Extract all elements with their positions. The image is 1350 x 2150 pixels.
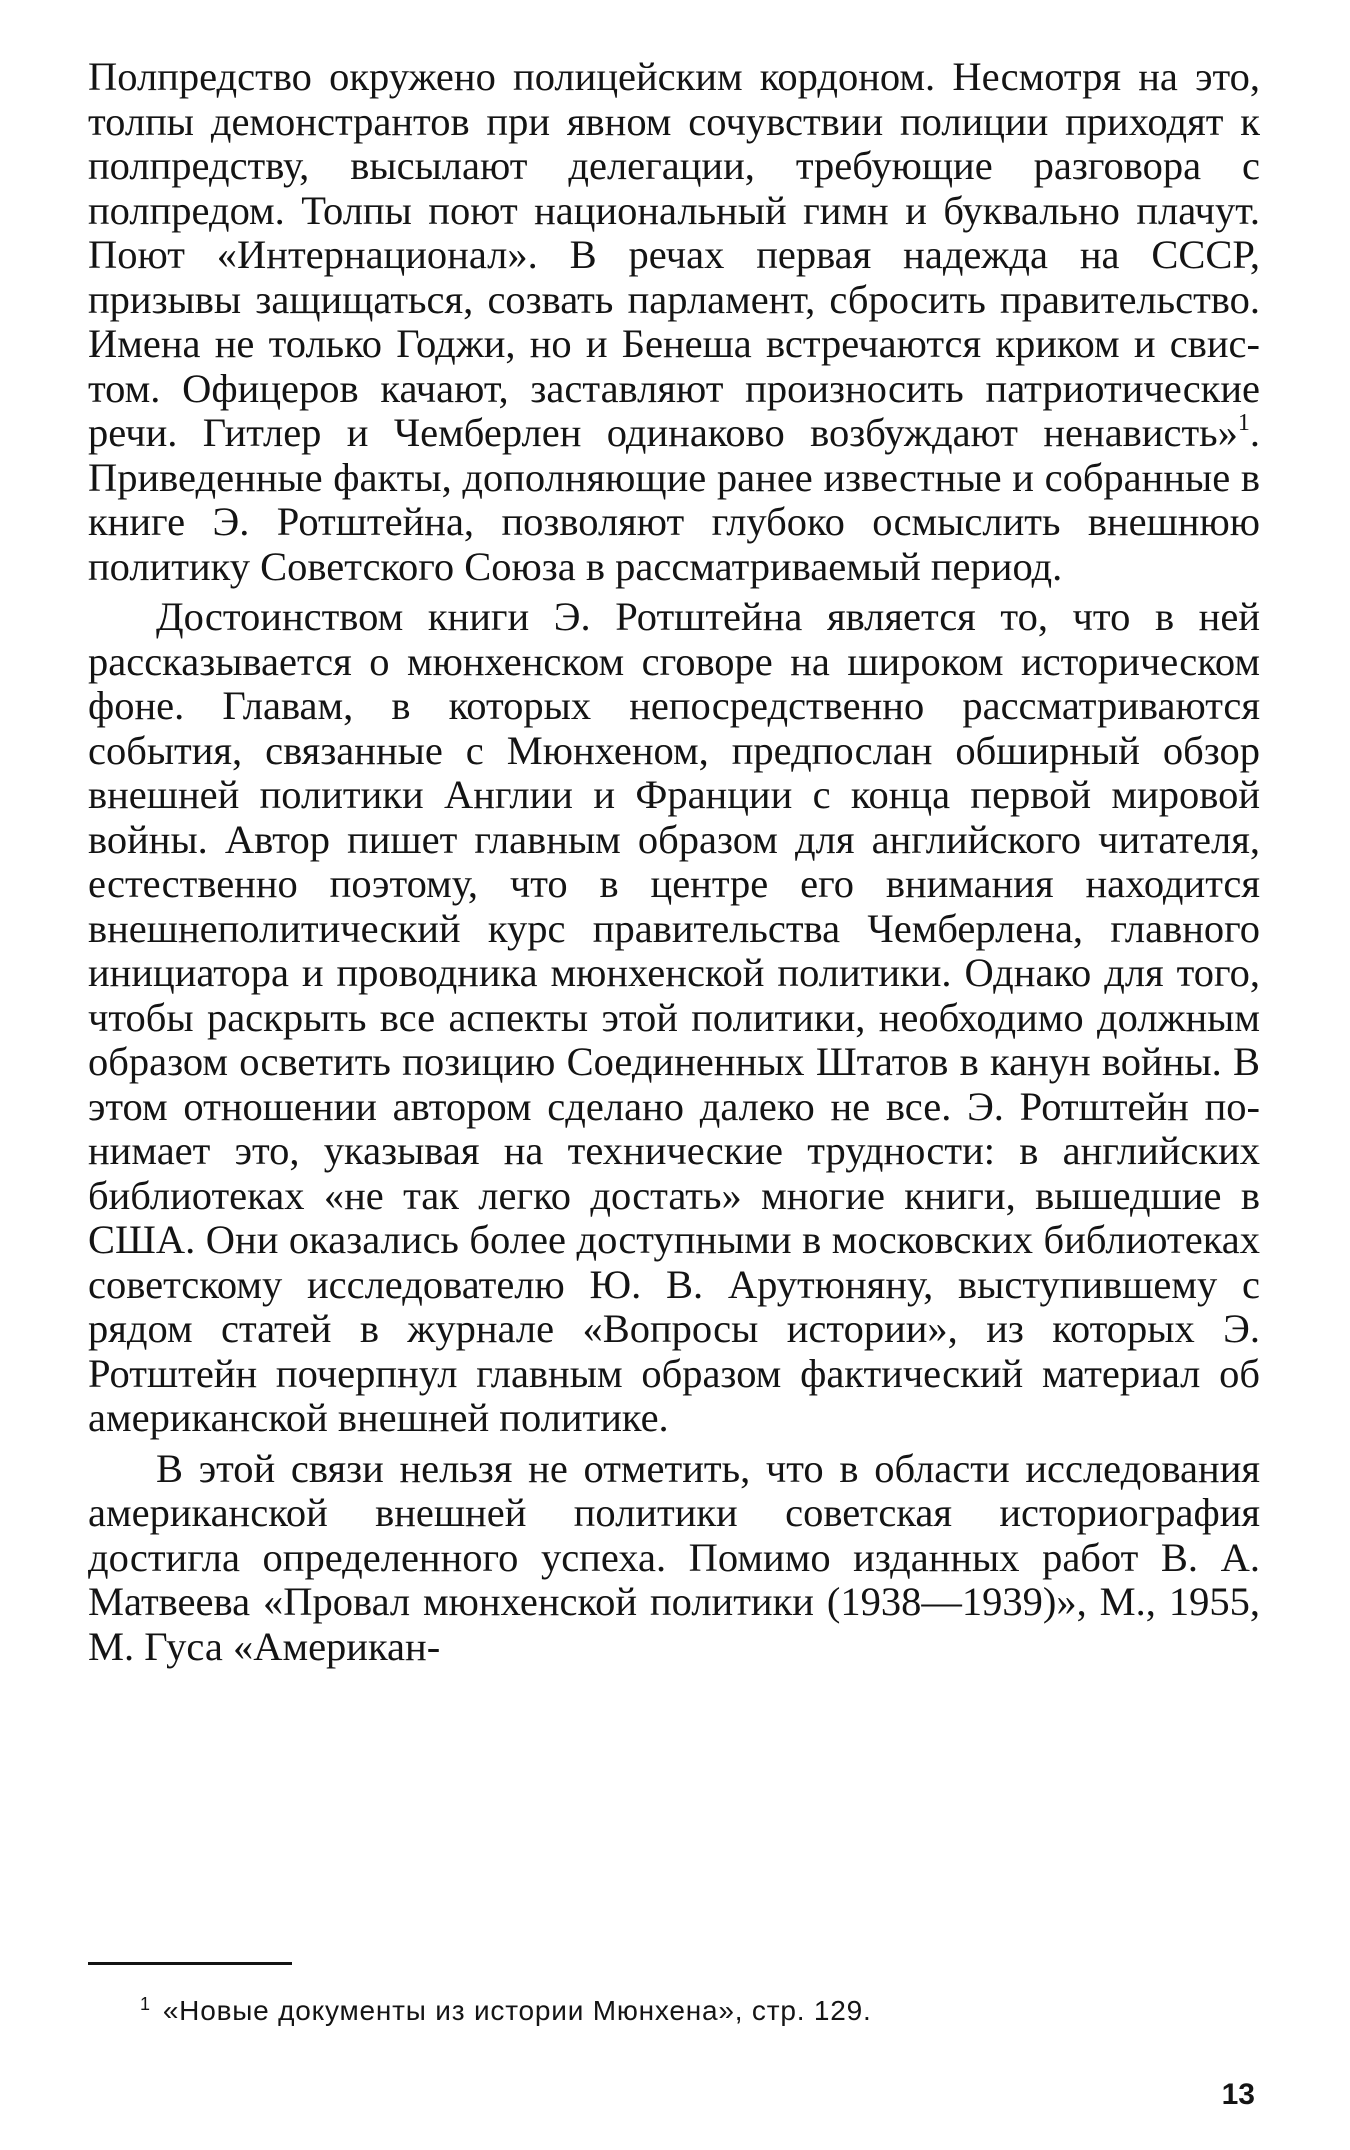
paragraph-1-text: Полпредство окружено полицейским кордоном. Несмотря на это, толпы демонстрантов при явном сочувствии полиции приходят к полпредству, высылают делегации, требующие разговора с полпредом. Толпы поют национальный гимн и буквально плачут. Поют «Интернационал». В речах первая надежда на СССР, призывы защищаться, созвать парламент, сбросить правительство. Имена не только Годжи, но и Бенеша встречаются криком и свистом. Офицеров качают, заставляют произносить патриотические речи. Гитлер и Чемберлен одинаково возбуждают ненависть» <box>88 54 1260 455</box>
paragraph-1 <box>88 55 1260 589</box>
paragraph-1-tail: . Приведенные факты, дополняющие ранее известные и собранные в книге Э. Ротштейна, позволяют глубоко осмыслить внешнюю политику Советского Союза в рассматриваемый период. <box>88 410 1260 589</box>
page-number: 13 <box>1221 2078 1255 2111</box>
footnote-text: «Новые документы из истории Мюнхена», стр. 129. <box>162 1995 872 2026</box>
footnote <box>140 1994 1240 2028</box>
page-body <box>88 55 1260 1669</box>
paragraph-3: В этой связи нельзя не отметить, что в области исследования американской внешней политики советская историография достигла определенного успеха. Помимо изданных работ В. А. Матвеева «Провал мюнхенской политики (1938—1939)», М., 1955, М. Гуса «Американ- <box>88 1445 1260 1669</box>
paragraph-2: Достоинством книги Э. Ротштейна является то, что в ней рассказывается о мюнхенском сговоре на широком историческом фоне. Главам, в которых непосредственно рассматриваются события, связанные с Мюнхеном, предпослан обширный обзор внешней политики Англии и Франции с конца первой мировой войны. Автор пишет главным образом для английского читателя, естественно поэтому, что в центре его внимания находится внешнеполитический курс правительства Чемберлена, главного инициатора и проводника мюнхенской политики. Однако для того, чтобы раскрыть все аспекты этой политики, необходимо должным образом осветить позицию Соединенных Штатов в канун войны. В этом отношении автором сделано далеко не все. Э. Ротштейн понимает это, указывая на технические трудности: в английских библиотеках «не так легко достать» многие книги, вышедшие в США. Они оказались более доступными в московских библиотеках советскому исследователю Ю. В. Арутюняну, выступившему с рядом статей в журнале «Вопросы истории», из которых Э. Ротштейн почерпнул главным образом фактический материал об американской внешней политике. <box>88 594 1260 1440</box>
footnote-divider <box>88 1962 292 1965</box>
footnote-reference: 1 <box>1237 410 1250 436</box>
footnote-mark: 1 <box>140 1994 151 2014</box>
